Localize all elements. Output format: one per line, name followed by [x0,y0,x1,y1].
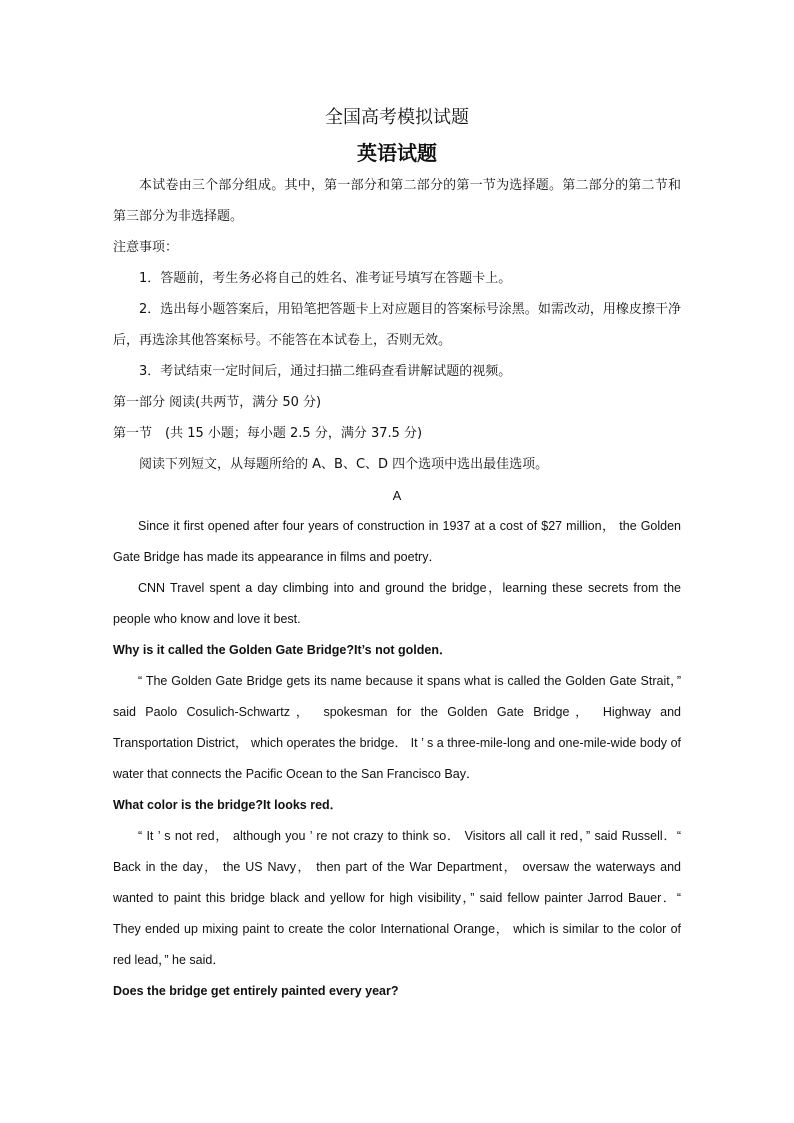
exam-subtitle: 英语试题 [357,141,437,165]
intro-paragraph: 本试卷由三个部分组成。其中，第一部分和第二部分的第一节为选择题。第二部分的第二节和第三部分为非选择题。 [113,178,681,224]
section1-title: 第一节 (共 15 小题；每小题 2.5 分，满分 37.5 分) [113,426,423,441]
exam-title: 全国高考模拟试题 [325,107,469,128]
passage-label: A [392,488,402,503]
passage-paragraph-2: CNN Travel spent a day climbing into and ground the bridge，learning these secrets from the people who know and love it best. [113,581,681,626]
part1-title: 第一部分 阅读(共两节，满分 50 分) [113,395,322,410]
note-item-1: 1．答题前，考生务必将自己的姓名、准考证号填写在答题卡上。 [139,271,512,286]
note-item-3: 3．考试结束一定时间后，通过扫描二维码查看讲解试题的视频。 [139,364,512,379]
passage-paragraph-3: “ The Golden Gate Bridge gets its name because it spans what is called the Golden Gate Strait，” said Paolo Cosulich-Schwartz， spokesman for the Golden Gate Bridge， Highway and Transportation District， which operates the bridge． It ’ s a three-mile-long and one-mile-wide body of water that connects the Pacific Ocean to the San Francisco Bay． [113,674,681,781]
passage-paragraph-4: “ It ’ s not red， although you ’ re not crazy to think so． Visitors all call it red，” said Russell．“ Back in the day， the US Navy， then part of the War Department， oversaw the waterways and wanted to paint this bridge black and yellow for high visibility，” said fellow painter Jarrod Bauer．“ They ended up mixing paint to create the color International Orange， which is similar to the color of red lead，” he said． [113,829,681,967]
passage-heading-3: Does the bridge get entirely painted every year? [113,984,399,998]
passage-heading-2: What color is the bridge?It looks red． [113,798,343,812]
passage-paragraph-1: Since it first opened after four years of construction in 1937 at a cost of $27 million， the Golden Gate Bridge has made its appearance in films and poetry． [113,519,681,564]
notes-label: 注意事项： [113,240,179,255]
passage-heading-1: Why is it called the Golden Gate Bridge?It’s not golden． [113,643,452,657]
section1-instruction: 阅读下列短文，从每题所给的 A、B、C、D 四个选项中选出最佳选项。 [139,457,549,472]
note-item-2: 2．选出每小题答案后，用铅笔把答题卡上对应题目的答案标号涂黑。如需改动，用橡皮擦干净后，再选涂其他答案标号。不能答在本试卷上，否则无效。 [113,302,681,348]
